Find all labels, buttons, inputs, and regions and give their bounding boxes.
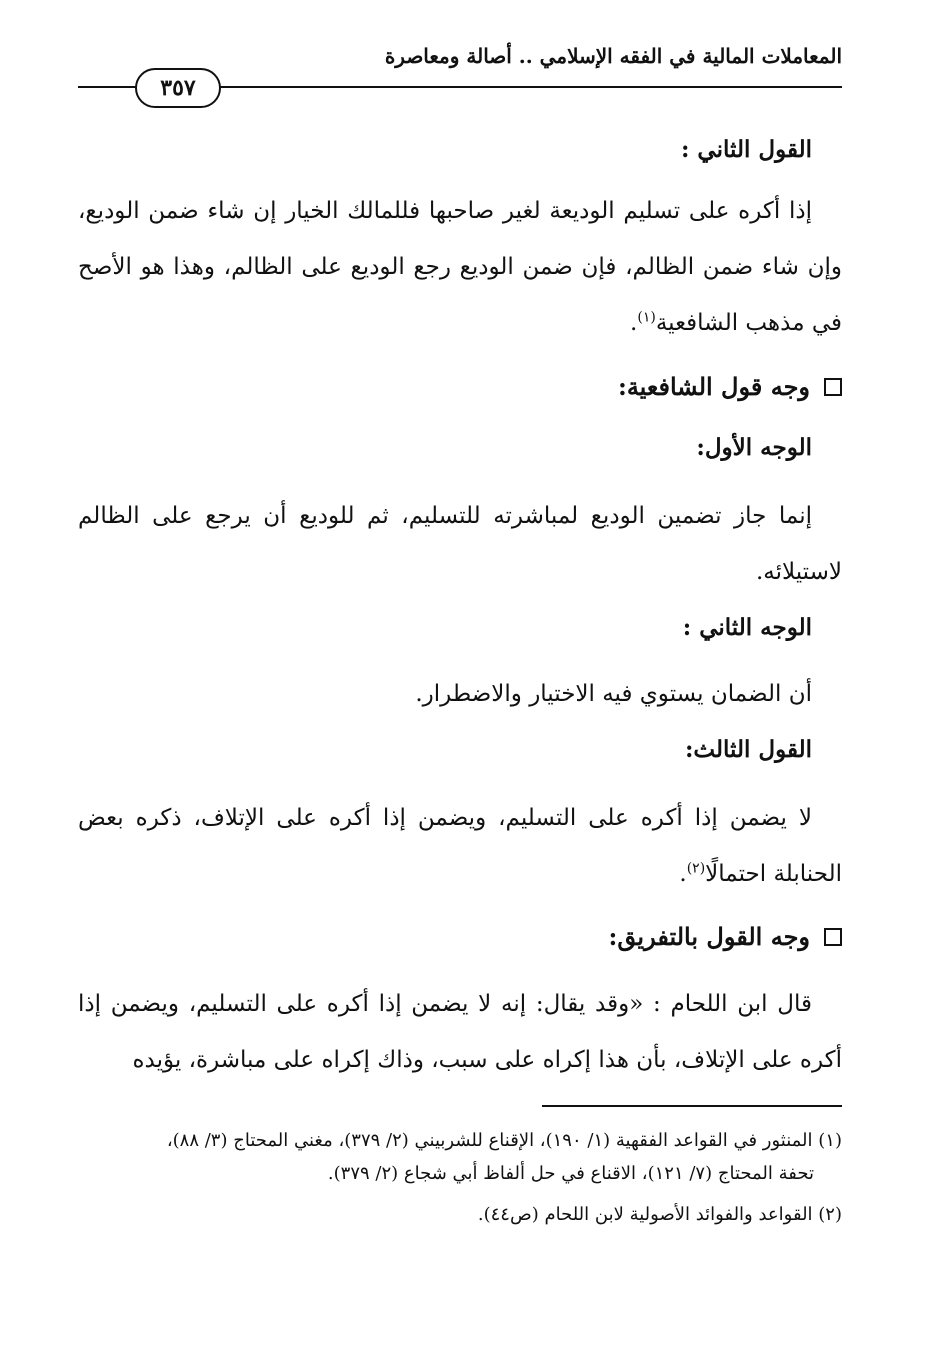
checkbox-square-icon [824, 928, 842, 946]
footnote-ref-1: (١) [637, 309, 656, 326]
footnote-2: (٢) القواعد والفوائد الأصولية لابن اللحام (ص٤٤). [477, 1204, 842, 1225]
paragraph-text: أن الضمان يستوي فيه الاختيار والاضطرار. [415, 681, 812, 707]
paragraph-first-aspect [78, 488, 842, 600]
footnote-rule [542, 1105, 842, 1107]
paragraph-text: إذا أكره على تسليم الوديعة لغير صاحبها فللمالك الخيار إن شاء ضمن الوديع، وإن شاء ضمن الظالم، فإن ضمن الوديع رجع الوديع على الظالم، وهذا هو الأصح في مذهب الشافعية [78, 198, 842, 336]
paragraph-text: إنما جاز تضمين الوديع لمباشرته للتسليم، ثم للوديع أن يرجع على الظالم لاستيلائه. [78, 503, 842, 585]
footnote-ref-2: (٢) [686, 860, 706, 877]
heading-first-aspect: الوجه الأول: [696, 434, 812, 461]
paragraph-second-aspect [78, 666, 842, 722]
heading-second-opinion: القول الثاني : [680, 136, 812, 163]
section-heading-shafii [618, 372, 842, 401]
section-heading-text: وجه قول الشافعية: [617, 372, 810, 401]
footnote-1-line-1: (١) المنثور في القواعد الفقهية (١/ ١٩٠)، الإقناع للشربيني (٢/ ٣٧٩)، مغني المحتاج (٣/ ٨٨)، [166, 1130, 842, 1151]
page-number-badge: ٣٥٧ [135, 68, 221, 108]
section-heading-text: وجه القول بالتفريق: [608, 922, 810, 951]
paragraph-text: قال ابن اللحام : «وقد يقال: إنه لا يضمن إذا أكره على التسليم، ويضمن إذا أكره على الإتلاف، بأن هذا إكراه على سبب، وذاك إكراه على مباشرة، يؤيده [78, 991, 842, 1073]
paragraph-text: لا يضمن إذا أكره على التسليم، ويضمن إذا أكره على الإتلاف، ذكره بعض الحنابلة احتمالًا [78, 805, 842, 887]
paragraph-second-opinion [78, 183, 842, 351]
heading-second-aspect: الوجه الثاني : [682, 614, 812, 641]
section-heading-differentiation [609, 922, 842, 951]
checkbox-square-icon [824, 378, 842, 396]
footnote-1-line-2: تحفة المحتاج (٧/ ١٢١)، الاقناع في حل ألفاظ أبي شجاع (٢/ ٣٧٩). [327, 1163, 814, 1184]
paragraph-ibn-allaham [78, 976, 842, 1088]
running-header-title: المعاملات المالية في الفقه الإسلامي .. أصالة ومعاصرة [384, 44, 842, 68]
paragraph-end: . [630, 310, 638, 336]
heading-third-opinion: القول الثالث: [684, 736, 812, 763]
paragraph-third-opinion [78, 790, 842, 902]
paragraph-end: . [679, 861, 687, 887]
footnotes [78, 1124, 842, 1231]
